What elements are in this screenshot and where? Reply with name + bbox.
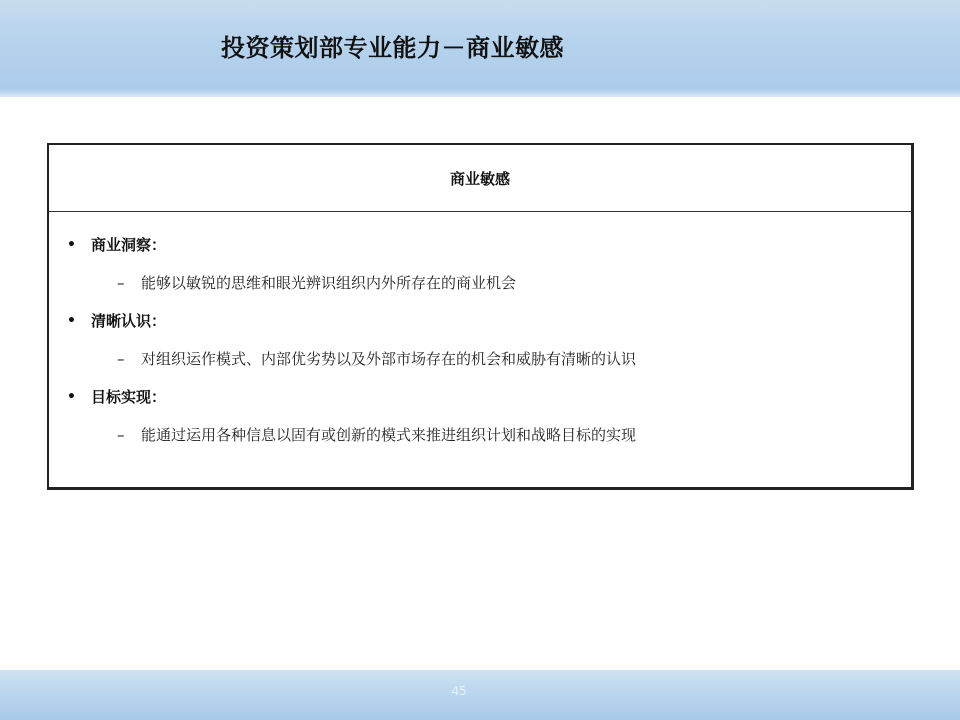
bullet-icon: • — [67, 236, 76, 253]
sub-item-text: 能够以敏锐的思维和眼光辨识组织内外所存在的商业机会 — [141, 274, 517, 292]
table-heading: 商业敏感 — [449, 169, 510, 188]
bullet-item-business-insight — [67, 234, 166, 255]
dash-icon: – — [117, 425, 125, 444]
bullet-icon: • — [67, 388, 76, 405]
bullet-item-goal-achievement — [67, 386, 166, 407]
bullet-label: 清晰认识： — [91, 312, 167, 330]
sub-item-text: 能通过运用各种信息以固有或创新的模式来推进组织计划和战略目标的实现 — [141, 426, 637, 444]
bullet-label: 目标实现： — [91, 388, 167, 406]
bullet-icon: • — [67, 312, 76, 329]
sub-item-goal-achievement — [117, 424, 636, 445]
sub-item-business-insight — [117, 272, 516, 293]
dash-icon: – — [117, 349, 125, 368]
content-table — [47, 143, 914, 490]
bullet-label: 商业洞察： — [91, 236, 167, 254]
slide-title: 投资策划部专业能力－商业敏感 — [221, 34, 564, 62]
sub-item-clear-understanding — [117, 348, 636, 369]
dash-icon: – — [117, 273, 125, 292]
sub-item-text: 对组织运作模式、内部优劣势以及外部市场存在的机会和威胁有清晰的认识 — [141, 350, 637, 368]
bullet-item-clear-understanding — [67, 310, 166, 331]
page-number: 45 — [451, 684, 467, 698]
table-header — [49, 145, 911, 212]
